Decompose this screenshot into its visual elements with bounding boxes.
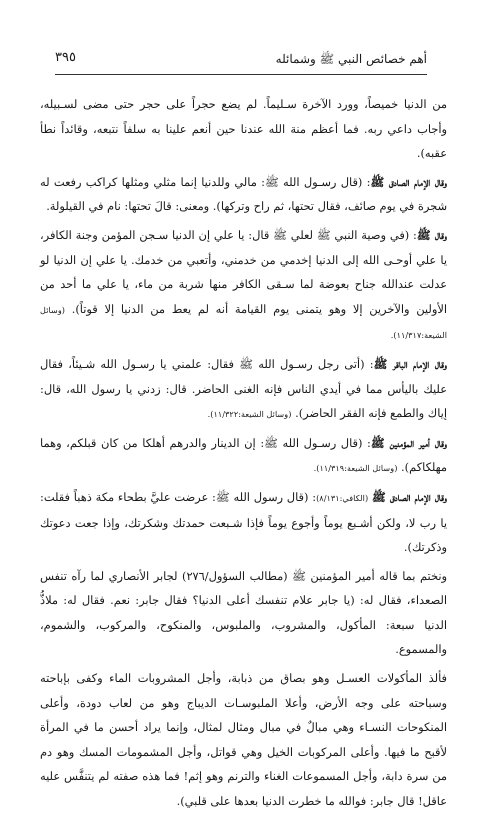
paragraph-4 [40, 352, 447, 427]
paragraph-1-text: من الدنيا خميصاً، وورد الآخرة سـليماً. لم يضع حجراً على حجر حتى مضى لسـبيله، وأجاب داعي ربه. فما أعظم منة الله عندنا حين أنعم علينا به سلفاً نتبعه، وقائداً نطأ عقبه). [40, 97, 447, 161]
running-title: أهم خصائص النبي ﷺ وشمائله [275, 52, 427, 66]
paragraph-6-lead: وقال الإمام الصادق ﷺ [371, 489, 447, 504]
paragraph-5 [40, 431, 447, 481]
paragraph-2-lead: وقال الإمام الصادق ﷺ [370, 174, 447, 189]
paragraph-4-citation: (وسائل الشيعة:١١/٣٢٢). [207, 409, 292, 420]
paragraph-3-text: : (في وصية النبي ﷺ لعلي ﷺ قال: يا علي إن الدنيا سـجن المؤمن وجنة الكافر، يا علي أوحـى الله إلى الدنيا إخدمي من خدمني، وأتعبي من خدمك. يا علي إن الدنيا لو عدلت عندالله جناح بعوضة لما سـقى الكافر منها شربة من ماء، يا علي ما أحد من الأولين والآخرين إلا وهو يتمنى يوم القيامة أنه لم يعط من الدنيا إلا قوتاً). [40, 227, 447, 316]
paragraph-4-lead: وقال الإمام الباقر ﷺ [373, 356, 447, 371]
paragraph-5-citation: (وسائل الشيعة:١١/٣١٩). [313, 463, 398, 474]
page-number: ٣٩٥ [55, 50, 76, 65]
paragraph-8-text: فألذ المأكولات العسـل وهو بصاق من ذبابة، وأجل المشروبات الماء وكفى بإباحته وسباحته على وجه الأرض، وأعلا الملبوسـات الديباج وهو من لعاب دودة، وأعلى المنكوحات النسـاء وهي مبالٌ في مبال ومثال لمثال، وإنما يراد أحسن ما في المرأة لأقبح ما فيها. وأعلى المركوبات الخيل وهي قواتل، وأجل المشمومات المسك وهو دم من سرة دابة، وأجل المسموعات الغناء والترنم وهو إثم! فما هذه صفته لم يتنفَّس عليه عاقل! قال جابر: فوالله ما خطرت الدنيا بعدها على قلبي). [40, 671, 447, 809]
paragraph-4-text: : (أتى رجل رسـول الله ﷺ فقال: علمني يا رسـول الله شـيئاً، فقال عليك باليأس مما في أيدي الناس فإنه الغنى الحاضر. قال: زدني يا رسول الله، قال: إياك والطمع فإنه الفقر الحاضر). [40, 356, 447, 421]
paragraph-7-text: ونختم بما قاله أمير المؤمنين ﷺ (مطالب السؤول/٢٧٦) لجابر الأنصاري لما رآه تنفس الصعداء، فقال له: (يا جابر علام تنفسك أعلى الدنيا؟ فقال جابر: نعم. فقال له: ملاذُّ الدنيا سبعة: المأكول، والمشروب، والملبوس، والمنكوح، والمركوب، والشموم، والمسموع. [40, 568, 447, 657]
paragraph-3-lead: وقال ﷺ [416, 227, 447, 242]
paragraph-3-citation: (وسائل الشيعة:١١/٣١٧). [40, 304, 447, 341]
paragraph-3 [40, 223, 447, 348]
page-header [55, 48, 427, 75]
page-body [40, 92, 447, 814]
paragraph-6-text: : (قال رسول الله ﷺ: عرضت عليَّ بطحاء مكة ذهباً فقلت: يا رب لا، ولكن أشـبع يوماً وأجوع يوماً فإذا شـبعت حمدتك وشكرتك، وإذا جعت دعوتك وذكرتك). [40, 489, 447, 555]
paragraph-5-text: : (قال رسـول الله ﷺ: إن الدينار والدرهم أهلكا من كان قبلكم، وهما مهلكاكم). [40, 435, 447, 475]
paragraph-1 [40, 92, 447, 166]
paragraph-8 [40, 666, 447, 814]
paragraph-2-text: : (قال رسـول الله ﷺ: مالي وللدنيا إنما مثلي ومثلها كراكب رفعت له شجرة في يوم صائف، فقال تحتها، ثم راح وتركها). ومعنى: قالَ تحتها: نام في القيلولة. [40, 174, 447, 214]
paragraph-5-lead: وقال أمير المؤمنين ﷺ [370, 435, 447, 450]
paragraph-7 [40, 564, 447, 662]
paragraph-6 [40, 485, 447, 560]
paragraph-6-citation: (الكافي:٨/١٣١) [316, 492, 369, 503]
paragraph-2 [40, 170, 447, 219]
